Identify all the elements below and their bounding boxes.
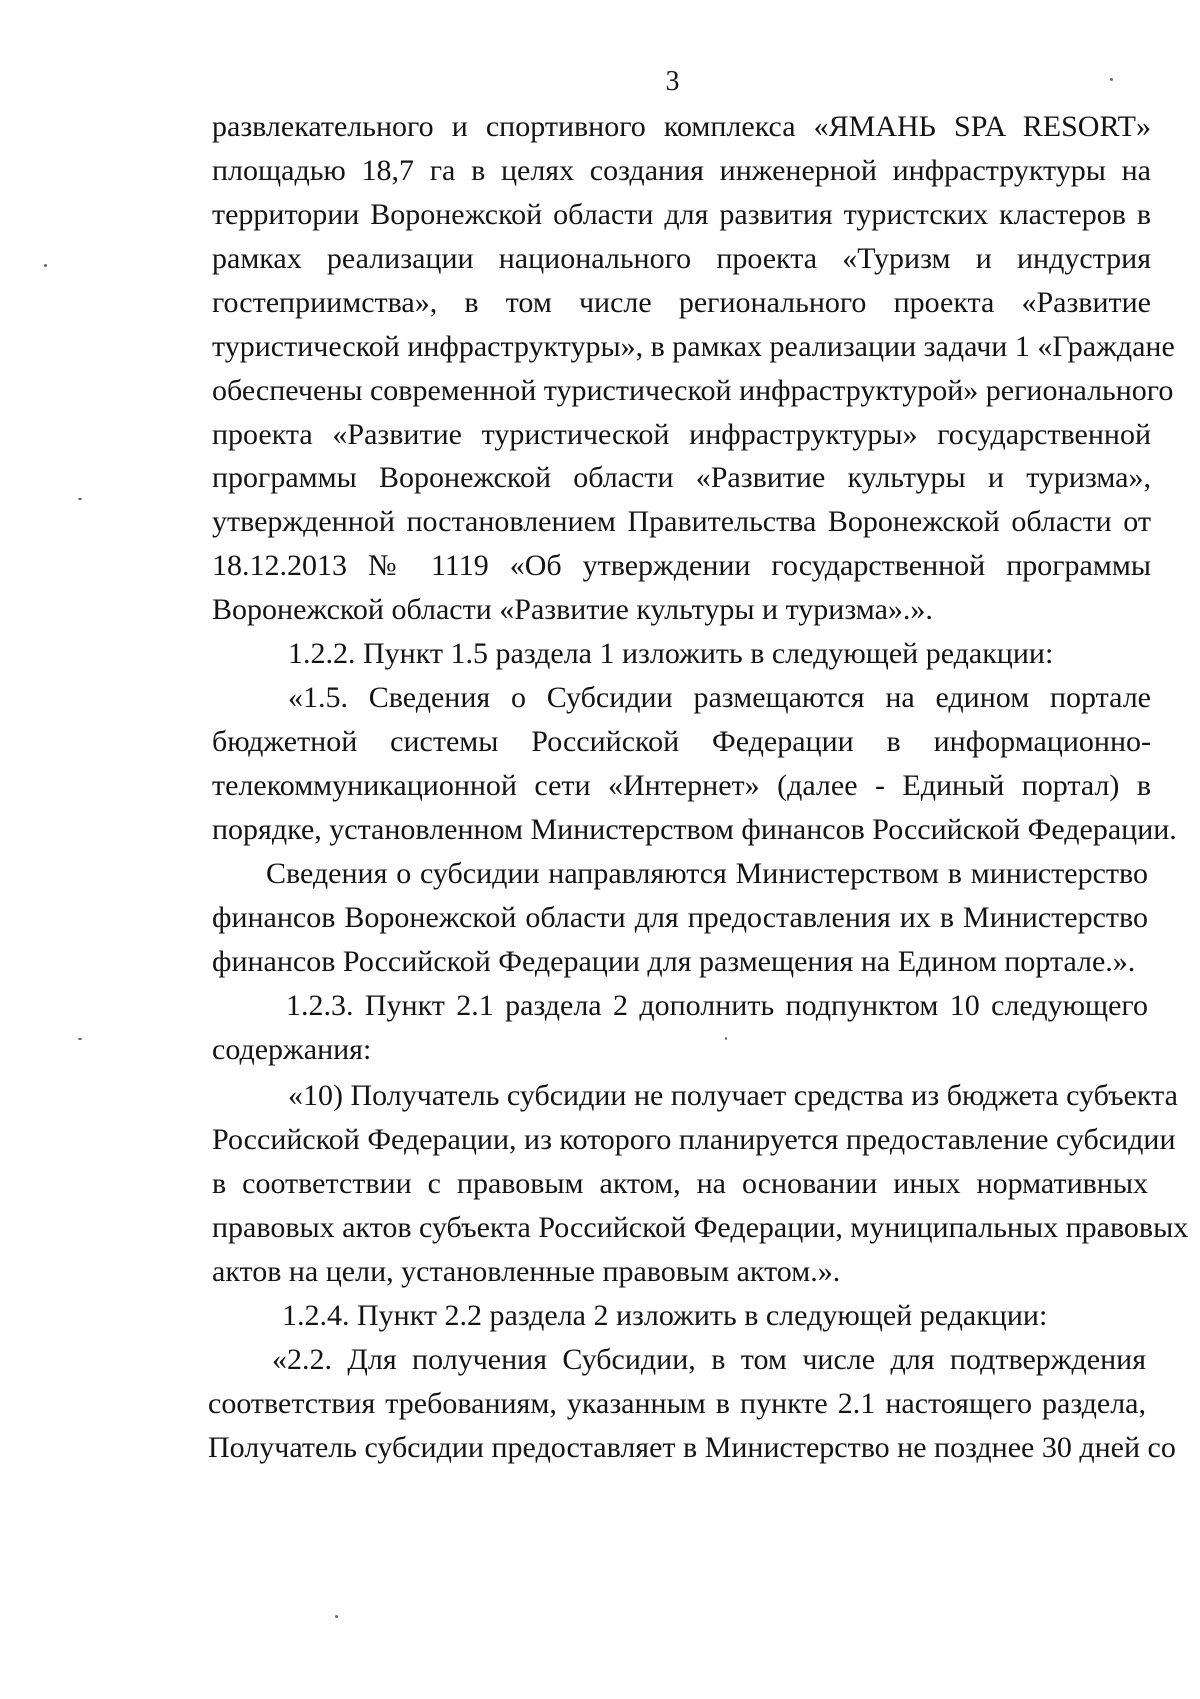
text-line: рамках реализации национального проекта «Туризм и индустрия — [212, 242, 1151, 275]
text-line: 1.2.4. Пункт 2.2 раздела 2 изложить в следующей редакции: — [282, 1299, 1048, 1332]
scan-speck — [78, 1038, 82, 1040]
text-line: актов на цели, установленные правовым актом.». — [212, 1255, 841, 1288]
text-line: площадью 18,7 га в целях создания инженерной инфраструктуры на — [212, 154, 1151, 187]
text-line: финансов Воронежской области для предоставления их в Министерство — [212, 901, 1148, 934]
text-line: территории Воронежской области для развития туристских кластеров в — [212, 198, 1151, 231]
text-line: гостеприимства», в том числе регионального проекта «Развитие — [212, 286, 1151, 319]
text-line: развлекательного и спортивного комплекса «ЯМАНЬ SPA RESORT» — [212, 110, 1151, 143]
text-line: содержания: — [212, 1033, 372, 1066]
text-line: туристической инфраструктуры», в рамках реализации задачи 1 «Граждане — [212, 330, 1175, 363]
text-line: финансов Российской Федерации для размещения на Едином портале.». — [212, 945, 1136, 978]
scan-speck — [1110, 78, 1113, 81]
scan-speck — [335, 1615, 338, 1618]
text-line: «1.5. Сведения о Субсидии размещаются на едином портале — [288, 681, 1151, 714]
text-line: бюджетной системы Российской Федерации в информационно- — [212, 725, 1151, 758]
text-line: утвержденной постановлением Правительства Воронежской области от — [212, 505, 1151, 538]
text-line: обеспечены современной туристической инфраструктурой» регионального — [212, 374, 1174, 407]
text-line: «10) Получатель субсидии не получает средства из бюджета субъекта — [288, 1079, 1178, 1112]
text-line: 1.2.2. Пункт 1.5 раздела 1 изложить в следующей редакции: — [288, 637, 1054, 670]
page-number: 3 — [665, 66, 680, 97]
text-line: Российской Федерации, из которого планируется предоставление субсидии — [212, 1123, 1176, 1156]
scan-speck — [44, 264, 47, 267]
scan-speck — [78, 498, 82, 500]
text-line: в соответствии с правовым актом, на основании иных нормативных — [212, 1167, 1148, 1200]
text-line: программы Воронежской области «Развитие культуры и туризма», — [212, 461, 1151, 494]
text-line: порядке, установленном Министерством финансов Российской Федерации. — [212, 813, 1177, 846]
text-line: правовых актов субъекта Российской Федерации, муниципальных правовых — [212, 1211, 1189, 1244]
text-line: Сведения о субсидии направляются Министерством в министерство — [266, 857, 1148, 890]
text-line: 1.2.3. Пункт 2.1 раздела 2 дополнить подпунктом 10 следующего — [286, 989, 1148, 1022]
text-line: 18.12.2013 № 1119 «Об утверждении государственной программы — [212, 549, 1151, 582]
text-line: Получатель субсидии предоставляет в Министерство не позднее 30 дней со — [208, 1431, 1176, 1464]
text-line: проекта «Развитие туристической инфраструктуры» государственной — [212, 418, 1151, 451]
text-line: телекоммуникационной сети «Интернет» (далее - Единый портал) в — [212, 769, 1151, 802]
text-line: соответствия требованиям, указанным в пункте 2.1 настоящего раздела, — [208, 1387, 1146, 1420]
text-line: Воронежской области «Развитие культуры и туризма».». — [212, 593, 933, 626]
scan-speck — [725, 1037, 727, 1040]
text-line: «2.2. Для получения Субсидии, в том числе для подтверждения — [272, 1343, 1146, 1376]
